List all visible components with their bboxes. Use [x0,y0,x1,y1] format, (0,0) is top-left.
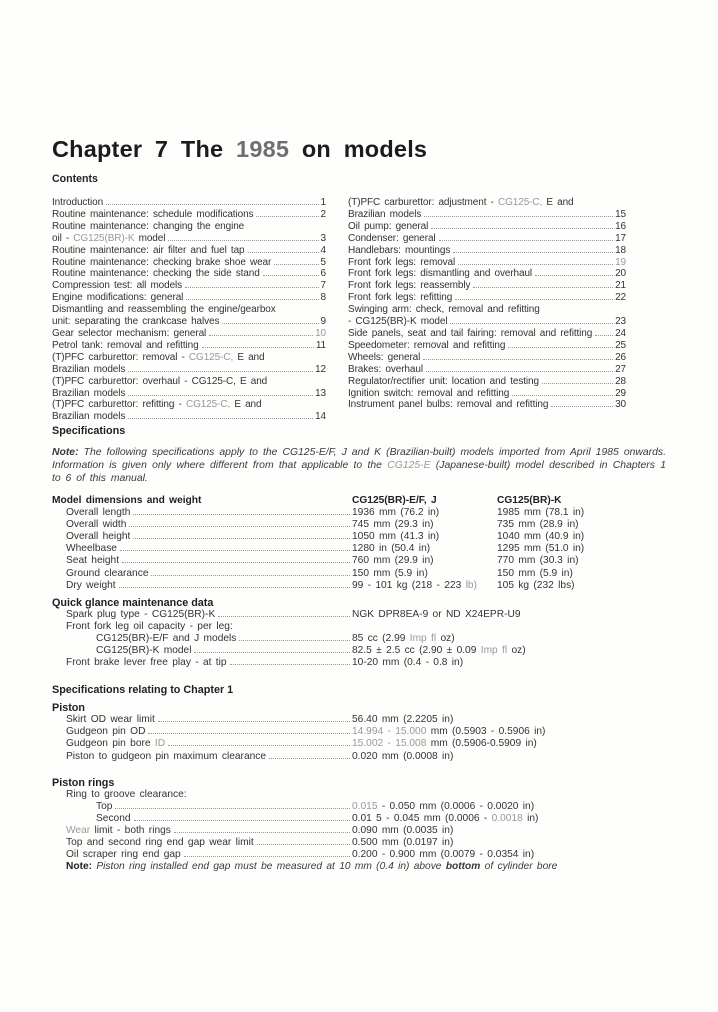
toc-entry [348,304,626,316]
toc-entry [52,411,326,423]
chapter1-specs-heading: Specifications relating to Chapter 1 [52,684,234,697]
spec-value: 10-20 mm (0.4 - 0.8 in) [352,657,464,669]
spec-value: 14.994 - 15.000 mm (0.5903 - 0.5906 in) [352,726,546,738]
toc-entry [348,328,626,340]
toc-entry-label: Brazilian models [348,208,422,220]
spec-value: 56.40 mm (2.2205 in) [352,714,454,726]
spec-row [52,738,666,750]
spec-label: Front brake lever free play - at tip [66,657,227,669]
toc-page-number: 12 [315,363,326,375]
spec-value-k: 150 mm (5.9 in) [497,567,573,579]
spec-dot-leader [122,562,350,563]
toc-entry-label: Brazilian models [52,411,126,423]
toc-entry-label: (T)PFC carburettor: overhaul - CG125-C, E and [52,375,268,387]
spec-label: Top [96,800,113,812]
toc-entry [52,268,326,280]
toc-entry-label: Dismantling and reassembling the engine/gearbox [52,304,276,316]
spec-value-k: 105 kg (232 lbs) [497,579,575,591]
toc-entry-label: oil - CG125(BR)-K model [52,232,166,244]
dimensions-row [52,580,666,592]
dimensions-row [52,543,666,555]
toc-page-number: 30 [615,399,626,411]
toc-dot-leader [450,323,613,324]
spec-dot-leader [133,514,350,515]
spec-label: Dry weight [66,579,116,591]
spec-row-left [52,726,352,738]
toc-entry-label: Handlebars: mountings [348,244,451,256]
dimensions-header-row [52,495,666,507]
spec-value-efj: 760 mm (29.9 in) [352,555,434,567]
spec-value: 0.015 - 0.050 mm (0.0006 - 0.0020 in) [352,800,535,812]
toc-dot-leader [248,252,319,253]
spec-dot-leader [269,758,350,759]
spec-row-left [52,507,352,519]
toc-dot-leader [106,204,318,205]
spec-row-left [52,609,352,621]
toc-dot-leader [512,395,613,396]
piston-rings-heading: Piston rings [52,776,115,789]
spec-value-efj: 745 mm (29.3 in) [352,519,434,531]
spec-label: Gudgeon pin bore ID [66,738,166,750]
spec-label: Ground clearance [66,567,149,579]
spec-row-left [52,825,352,837]
spec-row-left [52,714,352,726]
spec-value: 0.020 mm (0.0008 in) [352,750,454,762]
toc-page-number: 17 [615,232,626,244]
spec-dot-leader [218,616,350,617]
toc-dot-leader [128,371,313,372]
spec-row-left [52,531,352,543]
dimensions-row [52,531,666,543]
toc-page-number: 2 [320,208,326,220]
toc-page-number: 23 [615,316,626,328]
toc-page-number: 29 [615,387,626,399]
toc-entry [52,340,326,352]
spec-dot-leader [148,733,350,734]
toc-dot-leader [595,335,613,336]
toc-entry-label: Gear selector mechanism: general [52,327,207,339]
spec-value-k: 735 mm (28.9 in) [497,519,579,531]
dimensions-col1-header: CG125(BR)-E/F, J [352,495,437,506]
toc-page-number: 18 [615,244,626,256]
toc-dot-leader [168,240,318,241]
toc-dot-leader [263,275,319,276]
spec-row [52,813,666,825]
page-title-year: 1985 [236,136,290,162]
spec-row [52,621,666,633]
toc-dot-leader [439,240,614,241]
spec-label: Ring to groove clearance: [66,788,187,800]
toc-entry-label: Routine maintenance: schedule modifications [52,208,254,220]
spec-dot-leader [129,526,350,527]
toc-entry-label: Front fork legs: refitting [348,292,453,304]
toc-page-number: 6 [320,268,326,280]
spec-dot-leader [119,587,350,588]
toc-entry [348,352,626,364]
toc-entry [52,399,326,411]
spec-row-left [52,849,352,861]
spec-dot-leader [194,652,350,653]
spec-label: Front fork leg oil capacity - per leg: [66,620,233,632]
spec-row-left [52,657,352,669]
toc-dot-leader [535,275,613,276]
toc-entry-label: (T)PFC carburettor: refitting - CG125-C, E and [52,399,262,411]
spec-dot-leader [151,575,350,576]
dimensions-row [52,519,666,531]
spec-label: Overall length [66,507,131,519]
spec-row [52,714,666,726]
toc-page-number: 28 [615,375,626,387]
toc-entry [348,280,626,292]
toc-entry [348,340,626,352]
toc-dot-leader [209,335,313,336]
table-of-contents [52,197,666,423]
spec-row [52,657,666,669]
toc-entry [52,233,326,245]
spec-label: Skirt OD wear limit [66,714,155,726]
toc-entry [52,376,326,388]
toc-dot-leader [473,287,613,288]
toc-entry [52,388,326,400]
toc-entry-label: Regulator/rectifier unit: location and testing [348,375,539,387]
spec-row-left [52,633,352,645]
toc-entry-label: Brakes: overhaul [348,363,423,375]
spec-row-left [52,738,352,750]
spec-row-left [52,543,352,555]
toc-page-number: 22 [615,292,626,304]
toc-page-number: 27 [615,363,626,375]
spec-row-left [52,568,352,580]
spec-label: Wheelbase [66,543,117,555]
toc-page-number: 9 [320,316,326,328]
spec-label: Spark plug type - CG125(BR)-K [66,608,216,620]
toc-dot-leader [542,383,613,384]
spec-dot-leader [158,721,350,722]
spec-row-left [52,645,352,657]
toc-dot-leader [458,264,613,265]
piston-table [52,714,666,762]
toc-dot-leader [256,216,318,217]
toc-entry [348,268,626,280]
quick-glance-table [52,609,666,669]
spec-label: Seat height [66,555,120,567]
toc-entry-label: Brazilian models [52,387,126,399]
dimensions-col2-header: CG125(BR)-K [497,495,562,506]
spec-value: 0.200 - 0.900 mm (0.0079 - 0.0354 in) [352,849,535,861]
toc-entry-label: Engine modifications: general [52,292,184,304]
spec-dot-leader [257,844,350,845]
toc-dot-leader [453,252,613,253]
spec-row-left [52,813,352,825]
spec-row [52,825,666,837]
specifications-heading: Specifications [52,425,126,437]
spec-row-left [52,580,352,592]
spec-row [52,633,666,645]
toc-entry [348,388,626,400]
spec-value-efj: 1936 mm (76.2 in) [352,507,440,519]
spec-label: Overall height [66,531,131,543]
spec-label: CG125(BR)-E/F and J models [96,632,237,644]
toc-entry-label: Routine maintenance: air filter and fuel tap [52,244,245,256]
toc-entry-label: Petrol tank: removal and refitting [52,339,199,351]
toc-page-number: 8 [320,292,326,304]
spec-row [52,751,666,763]
spec-dot-leader [133,538,350,539]
toc-dot-leader [508,347,613,348]
spec-row-left [52,751,352,763]
toc-entry [52,328,326,340]
toc-page-number: 3 [320,232,326,244]
toc-entry [348,316,626,328]
spec-label: Piston to gudgeon pin maximum clearance [66,750,267,762]
spec-dot-leader [174,832,350,833]
toc-entry [52,304,326,316]
toc-page-number: 13 [315,387,326,399]
spec-row-left [52,837,352,849]
toc-entry-label: Oil pump: general [348,220,429,232]
toc-dot-leader [222,323,318,324]
toc-entry-label: (T)PFC carburettor: adjustment - CG125-C, E and [348,197,574,208]
quick-glance-heading: Quick glance maintenance data [52,596,214,609]
toc-entry [52,364,326,376]
toc-page-number: 7 [320,280,326,292]
toc-page-number: 25 [615,339,626,351]
spec-value-k: 1985 mm (78.1 in) [497,507,585,519]
dimensions-rows [52,507,666,592]
toc-entry [52,197,326,209]
spec-dot-leader [115,808,350,809]
toc-entry-label: Instrument panel bulbs: removal and refitting [348,399,549,411]
toc-entry-label: - CG125(BR)-K model [348,316,448,328]
toc-page-number: 14 [315,411,326,423]
spec-value: 0.01 5 - 0.045 mm (0.0006 - 0.0018 in) [352,812,539,824]
toc-entry-label: Speedometer: removal and refitting [348,339,506,351]
spec-row [52,789,666,801]
dimensions-heading: Model dimensions and weight [52,495,202,506]
toc-entry-label: Front fork legs: removal [348,256,456,268]
toc-entry [52,245,326,257]
page-title-pre: Chapter 7 The [52,136,224,162]
spec-value: 15.002 - 15.008 mm (0.5906-0.5909 in) [352,738,537,750]
toc-column-left [52,197,326,423]
spec-value: 0.500 mm (0.0197 in) [352,836,454,848]
toc-dot-leader [128,418,313,419]
spec-row-left [52,789,352,801]
spec-label: CG125(BR)-K model [96,645,192,657]
spec-row [52,726,666,738]
toc-dot-leader [186,299,318,300]
toc-entry-label: Ignition switch: removal and refitting [348,387,510,399]
toc-dot-leader [202,347,314,348]
toc-entry-label: (T)PFC carburettor: removal - CG125-C, E and [52,351,265,363]
toc-entry-label: Swinging arm: check, removal and refitting [348,304,540,316]
piston-rings-note: Note: Piston ring installed end gap must be measured at 10 mm (0.4 in) above bottom of cylinder bore [66,861,558,873]
toc-entry-label: Routine maintenance: changing the engine [52,220,245,232]
spec-value-k: 770 mm (30.3 in) [497,555,579,567]
spec-value: 85 cc (2.99 Imp fl oz) [352,632,455,644]
page-title [52,136,427,163]
toc-entry-label: Routine maintenance: checking brake shoe wear [52,256,272,268]
note-label: Note: [66,861,93,873]
toc-entry-label: Introduction [52,197,104,208]
spec-value-k: 1295 mm (51.0 in) [497,543,585,555]
toc-dot-leader [551,406,613,407]
spec-label: Oil scraper ring end gap [66,849,181,861]
spec-dot-leader [184,856,350,857]
toc-entry [52,257,326,269]
spec-value-efj: 1280 in (50.4 in) [352,543,431,555]
toc-page-number: 11 [315,339,326,351]
toc-page-number: 19 [615,256,626,268]
spec-value-efj: 150 mm (5.9 in) [352,567,428,579]
toc-page-number: 20 [615,268,626,280]
toc-dot-leader [423,359,613,360]
toc-entry-label: unit: separating the crankcase halves [52,316,220,328]
toc-dot-leader [128,395,313,396]
toc-entry [52,352,326,364]
toc-page-number: 5 [320,256,326,268]
spec-value: NGK DPR8EA-9 or ND X24EPR-U9 [352,608,521,620]
dimensions-row [52,568,666,580]
toc-entry [348,399,626,411]
toc-entry [348,376,626,388]
toc-entry-label: Front fork legs: reassembly [348,280,471,292]
toc-page-number: 21 [615,280,626,292]
toc-entry [52,221,326,233]
toc-dot-leader [455,299,613,300]
spec-label: Overall width [66,519,127,531]
toc-page-number: 26 [615,351,626,363]
piston-rings-table [52,789,666,862]
toc-page-number: 10 [315,327,326,339]
toc-dot-leader [185,287,318,288]
dimensions-row [52,507,666,519]
toc-entry-label: Routine maintenance: checking the side stand [52,268,260,280]
spec-dot-leader [168,745,350,746]
specifications-section [52,425,666,873]
toc-entry-label: Condenser: general [348,232,436,244]
specifications-note: Note: The following specifications apply to the CG125-E/F, J and K (Brazilian-built) models imported from April 1985 onwards. Information is given only where different from that applicable to the CG125-E (Japanese-built) model described in Chapters 1 to 6 of this manual. [52,447,667,484]
spec-value-k: 1040 mm (40.9 in) [497,531,585,543]
spec-row-left [52,621,352,633]
spec-dot-leader [230,664,350,665]
contents-heading: Contents [52,173,98,185]
piston-heading: Piston [52,702,85,715]
spec-label: Gudgeon pin OD [66,726,146,738]
spec-label: Second [96,812,131,824]
spec-value: 0.090 mm (0.0035 in) [352,824,454,836]
spec-value-efj: 1050 mm (41.3 in) [352,531,440,543]
spec-row [52,837,666,849]
toc-dot-leader [431,228,613,229]
spec-row-left [52,555,352,567]
toc-page-number: 16 [615,220,626,232]
toc-entry-label: Side panels, seat and tail fairing: removal and refitting [348,327,593,339]
toc-entry [52,316,326,328]
spec-label: Wear limit - both rings [66,824,171,836]
spec-dot-leader [134,820,350,821]
toc-entry [348,197,626,209]
toc-page-number: 15 [615,208,626,220]
toc-entry [348,245,626,257]
note-label: Note: [52,447,79,458]
spec-value: 82.5 ± 2.5 cc (2.90 ± 0.09 Imp fl oz) [352,645,526,657]
toc-entry [348,364,626,376]
toc-entry [52,209,326,221]
spec-row [52,801,666,813]
toc-dot-leader [274,264,318,265]
toc-entry [52,292,326,304]
toc-entry [52,280,326,292]
toc-entry [348,257,626,269]
toc-entry-label: Front fork legs: dismantling and overhaul [348,268,533,280]
toc-entry [348,233,626,245]
toc-column-right [348,197,626,423]
toc-entry-label: Wheels: general [348,351,421,363]
toc-entry-label: Compression test: all models [52,280,183,292]
page-title-post: on models [301,136,428,162]
toc-page-number: 4 [320,244,326,256]
toc-entry [348,221,626,233]
spec-row [52,609,666,621]
spec-value-efj: 99 - 101 kg (218 - 223 lb) [352,579,477,591]
spec-row [52,849,666,861]
toc-entry [348,209,626,221]
spec-label: Top and second ring end gap wear limit [66,836,254,848]
dimensions-row [52,555,666,567]
toc-dot-leader [426,371,613,372]
toc-entry-label: Brazilian models [52,363,126,375]
spec-row [52,645,666,657]
spec-row-left [52,519,352,531]
spec-dot-leader [120,550,350,551]
dimensions-table [52,495,666,592]
spec-row-left [52,801,352,813]
toc-dot-leader [424,216,613,217]
toc-page-number: 24 [615,327,626,339]
toc-entry [348,292,626,304]
spec-dot-leader [239,640,350,641]
toc-page-number: 1 [320,197,326,208]
